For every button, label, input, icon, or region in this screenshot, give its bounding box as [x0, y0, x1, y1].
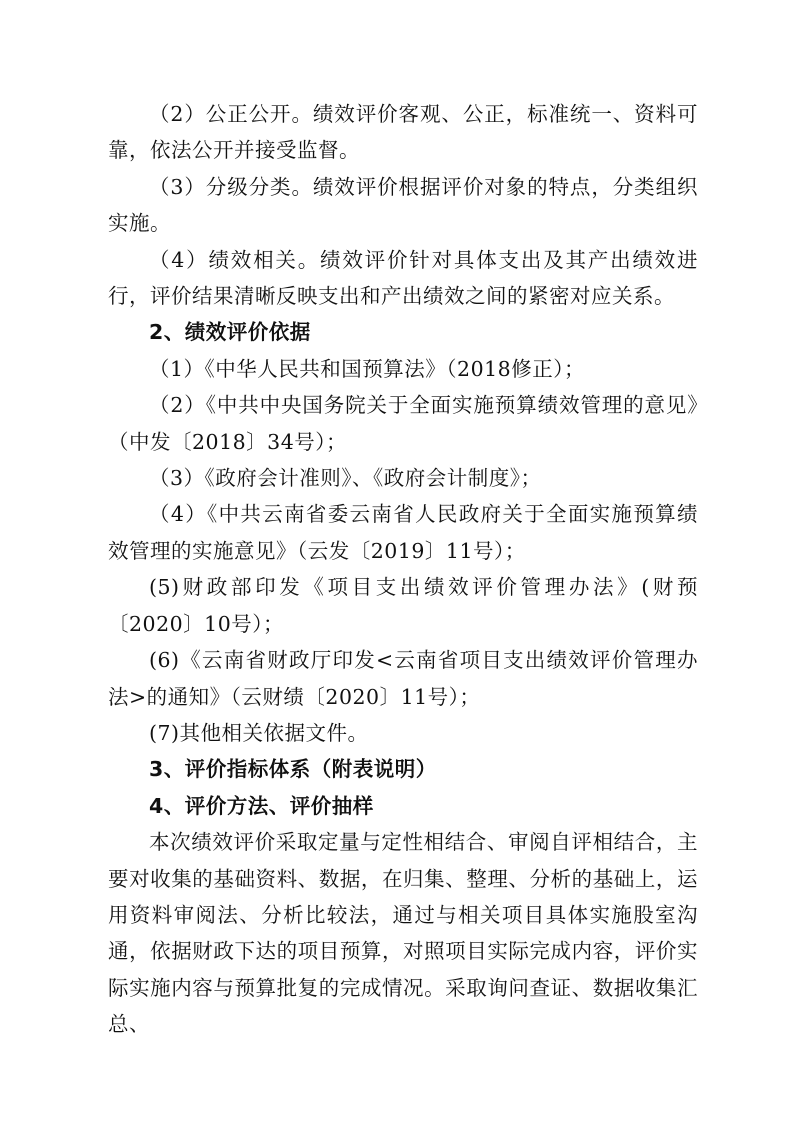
basis-item-6: (6)《云南省财政厅印发<云南省项目支出绩效评价管理办法>的通知》（云财绩〔2020〕11号）； — [108, 648, 698, 709]
heading-indicator-system: 3、评价指标体系（附表说明） — [149, 757, 437, 782]
basis-item-3: （3）《政府会计准则》、《政府会计制度》； — [149, 466, 542, 491]
heading-basis: 2、绩效评价依据 — [149, 320, 311, 345]
basis-item-7: (7)其他相关依据文件。 — [149, 720, 369, 745]
document-body — [108, 96, 698, 1043]
principle-classification: （3）分级分类。绩效评价根据评价对象的特点，分类组织实施。 — [108, 174, 698, 236]
basis-item-4: （4）《中共云南省委云南省人民政府关于全面实施预算绩效管理的实施意见》（云发〔2019〕11号）； — [108, 502, 698, 563]
principle-relevance: （4）绩效相关。绩效评价针对具体支出及其产出绩效进行，评价结果清晰反映支出和产出绩效之间的紧密对应关系。 — [108, 247, 698, 309]
basis-item-1: （1）《中华人民共和国预算法》（2018修正）； — [149, 356, 585, 381]
basis-item-2: （2）《中共中央国务院关于全面实施预算绩效管理的意见》（中发〔2018〕34号）； — [108, 393, 698, 454]
basis-item-5: (5)财政部印发《项目支出绩效评价管理办法》(财预〔2020〕10号）； — [108, 575, 698, 636]
heading-methods: 4、评价方法、评价抽样 — [149, 793, 374, 818]
principle-fairness: （2）公正公开。绩效评价客观、公正，标准统一、资料可靠，依法公开并接受监督。 — [108, 102, 698, 163]
methods-paragraph: 本次绩效评价采取定量与定性相结合、审阅自评相结合，主要对收集的基础资料、数据，在归集、整理、分析的基础上，运用资料审阅法、分析比较法，通过与相关项目具体实施股室沟通，依据财政下达的项目预算，对照项目实际完成内容，评价实际实施内容与预算批复的完成情况。采取询问查证、数据收集汇总、 — [108, 830, 698, 1037]
